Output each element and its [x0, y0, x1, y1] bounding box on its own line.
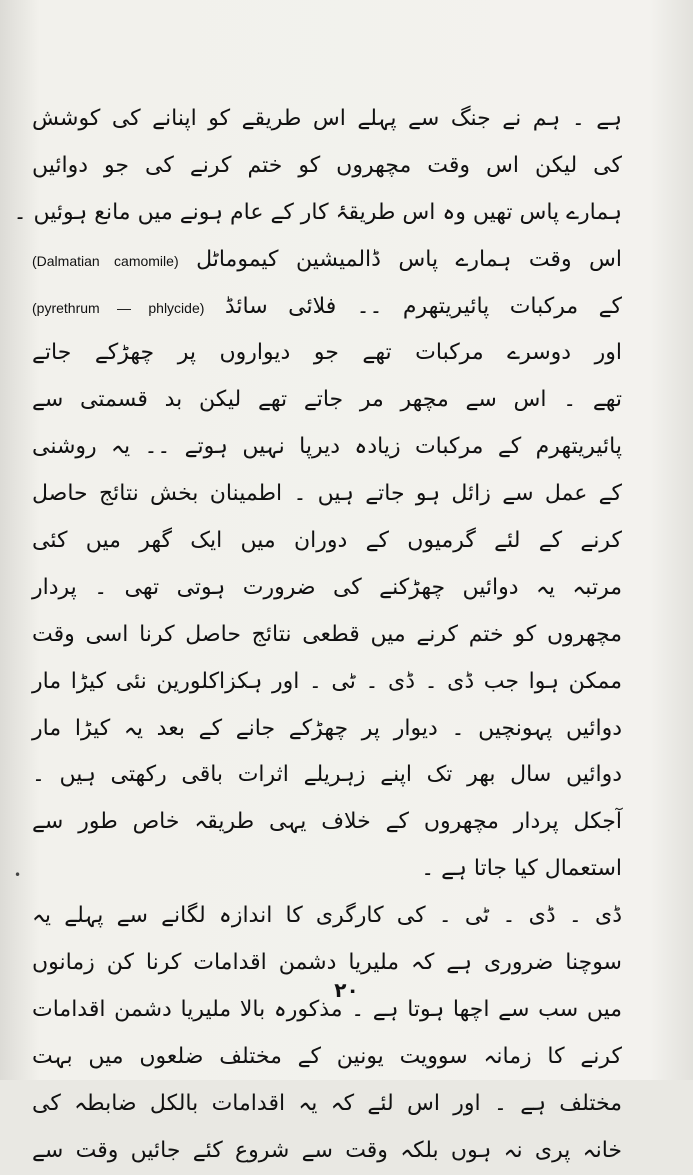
text-line-19: سوچنا ضروری ہے کہ ملیریا دشمن اقدامات کرنا کن زمانوں [32, 950, 622, 976]
text-line-8: پائیریتھرم کے مرکبات زیادہ دیرپا نہیں ہوتے ۔۔ یہ روشنی [32, 434, 622, 460]
margin-mark: • [14, 868, 22, 882]
text-line-16: آجکل پردار مچھروں کے خلاف یہی طریقہ خاص طور سے [32, 809, 622, 835]
text-line-2: کی لیکن اس وقت مچھروں کو ختم کرنے کی جو دوائیں [32, 152, 622, 178]
text-line-12: مچھروں کو ختم کرنے میں قطعی نتائج حاصل کرنا اسی وقت [32, 621, 622, 647]
text-line-7: تھے ۔ اس سے مچھر مر جاتے تھے لیکن بد قسمتی سے [32, 387, 622, 413]
text-line-17: استعمال کیا جاتا ہے ۔ [421, 856, 622, 882]
text-line-21: کرنے کا زمانہ سوویت یونین کے مختلف ضلعوں میں بہت [32, 1043, 622, 1069]
latin-term-dalmatian-camomile: (Dalmatian camomile) [32, 252, 179, 269]
body-text [13, 96, 622, 1174]
text-line-18: ڈی ۔ ڈی ۔ ٹی ۔ کی کارگری کا اندازہ لگانے سے پہلے یہ [32, 903, 622, 929]
text-line-5 [32, 284, 622, 331]
text-line-15: دوائیں سال بھر تک اپنے زہریلے اثرات باقی رکھتی ہیں ۔ [32, 762, 622, 788]
text-line-22: مختلف ہے ۔ اور اس لئے کہ یہ اقدامات بالکل ضابطہ کی [32, 1090, 622, 1116]
text-line-10: کرنے کے لئے گرمیوں کے دوران میں ایک گھر میں کئی [32, 528, 622, 554]
text-line-13: ممکن ہوا جب ڈی ۔ ڈی ۔ ٹی ۔ اور ہکزاکلورین نئی کیڑا مار [32, 668, 622, 694]
text-line-11: مرتبہ یہ دوائیں چھڑکنے کی ضرورت ہوتی تھی ۔ پردار [32, 574, 622, 600]
text-line-6: اور دوسرے مرکبات تھے جو دیواروں پر چھڑکے جاتے [32, 340, 622, 366]
text-line-4 [32, 237, 622, 284]
text-line-14: دوائیں پہونچیں ۔ دیوار پر چھڑکے جانے کے بعد یہ کیڑا مار [32, 715, 622, 741]
text-line-3: ہمارے پاس تھیں وہ اس طریقۂ کار کے عام ہونے میں مانع ہوئیں ۔ [13, 199, 622, 225]
text-line-23: خانہ پری نہ ہوں بلکہ وقت سے شروع کئے جائیں وقت سے [32, 1137, 622, 1163]
text-line-5-urdu: کے مرکبات پائیریتھرم ۔۔ فلائی سائڈ [224, 293, 622, 319]
latin-term-pyrethrum-phlycide: (pyrethrum — phlycide) [32, 299, 205, 316]
text-line-4-urdu: اس وقت ہمارے پاس ڈالمیشین کیموماٹل [196, 246, 622, 272]
text-line-1: ہے ۔ ہم نے جنگ سے پہلے اس طریقے کو اپنانے کی کوشش [32, 106, 622, 131]
page-number: ۲۰ [334, 978, 359, 1002]
text-line-9: کے عمل سے زائل ہو جاتے ہیں ۔ اطمینان بخش نتائج حاصل [32, 481, 622, 507]
text-line-20: میں سب سے اچھا ہوتا ہے ۔ مذکورہ بالا ملیریا دشمن اقدامات [32, 996, 622, 1022]
